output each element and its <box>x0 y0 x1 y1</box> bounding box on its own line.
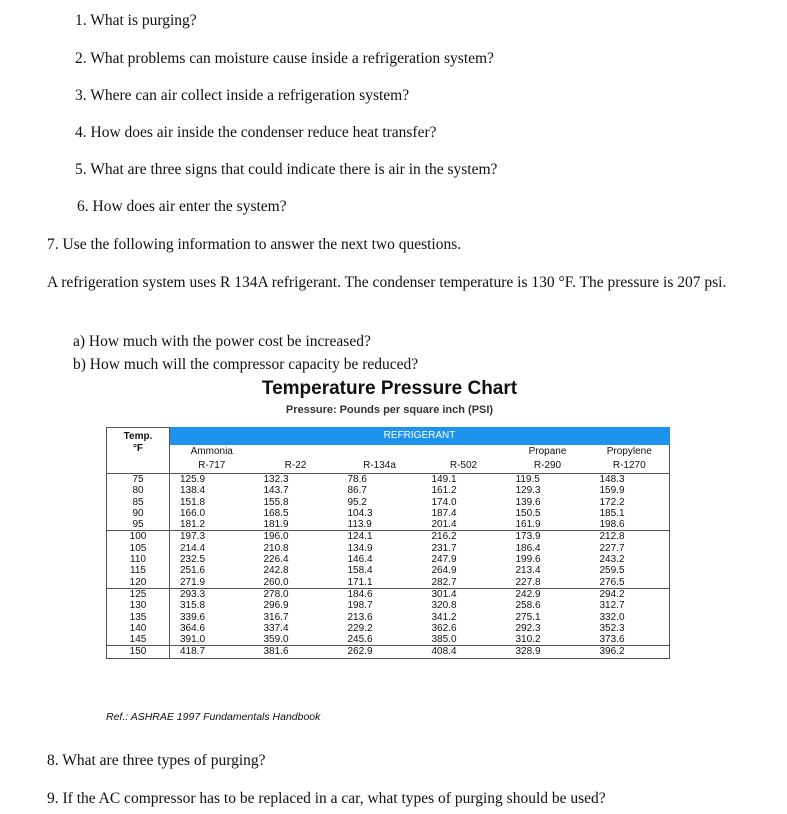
pressure-cell: 119.5 <box>506 474 590 486</box>
col-name-propylene: Propylene <box>590 445 670 460</box>
question-9: 9. If the AC compressor has to be replaced in a car, what types of purging should be used? <box>47 790 606 807</box>
pressure-cell: 166.0 <box>180 507 206 519</box>
question-1: 1. What is purging? <box>75 12 197 29</box>
pressure-cell: 328.9 <box>506 646 590 658</box>
question-2: 2. What problems can moisture cause inside a refrigeration system? <box>75 50 494 67</box>
pressure-cell: 216.2 <box>422 531 506 543</box>
pressure-cell: 320.8 <box>431 600 457 612</box>
table-row <box>107 634 670 646</box>
pressure-cell: 242.8 <box>263 565 289 577</box>
pressure-cell: 161.2 <box>431 485 457 497</box>
pressure-cell: 174.0 <box>431 496 457 508</box>
table-row <box>107 474 670 486</box>
pressure-cell: 143.7 <box>263 485 289 497</box>
pressure-cell: 231.7 <box>431 542 457 554</box>
pressure-cell: 339.6 <box>180 611 206 623</box>
table-row <box>107 577 670 589</box>
temp-cell: 100 <box>107 531 170 543</box>
pressure-cell: 243.2 <box>590 554 670 565</box>
question-3: 3. Where can air collect inside a refrigeration system? <box>75 87 410 104</box>
pressure-cell: 262.9 <box>338 646 422 658</box>
pressure-cell: 199.6 <box>515 554 541 566</box>
col-code-r22: R-22 <box>254 459 338 474</box>
pressure-cell: 396.2 <box>590 646 670 658</box>
pressure-cell: 86.7 <box>347 485 367 497</box>
pressure-cell: 171.1 <box>347 576 373 588</box>
pressure-cell: 198.7 <box>347 600 373 612</box>
pressure-cell: 129.3 <box>515 485 541 497</box>
table-row <box>107 508 670 519</box>
pressure-cell: 315.8 <box>180 600 206 612</box>
pressure-cell: 251.6 <box>180 565 206 577</box>
pressure-cell: 149.1 <box>422 474 506 486</box>
pressure-cell: 113.9 <box>347 519 372 531</box>
pressure-cell: 362.6 <box>431 622 457 634</box>
pressure-cell: 150.5 <box>515 507 541 519</box>
question-7: 7. Use the following information to answer the next two questions. <box>47 236 462 253</box>
pressure-cell: 186.4 <box>515 542 541 554</box>
pressure-cell: 242.9 <box>506 588 590 600</box>
pressure-cell: 301.4 <box>422 588 506 600</box>
pressure-cell: 95.2 <box>347 496 367 508</box>
pressure-cell: 213.6 <box>347 611 373 623</box>
temp-cell: 150 <box>107 646 170 658</box>
pressure-cell: 197.3 <box>170 531 254 543</box>
question-4: 4. How does air inside the condenser reduce heat transfer? <box>75 124 437 141</box>
pressure-cell: 78.6 <box>338 474 422 486</box>
pressure-cell: 198.6 <box>590 519 670 531</box>
pressure-cell: 229.2 <box>347 622 373 634</box>
pressure-cell: 359.0 <box>263 634 289 646</box>
col-code-r1270: R-1270 <box>590 459 670 474</box>
pressure-cell: 352.3 <box>590 623 670 634</box>
temp-column-header <box>107 428 170 474</box>
pressure-cell: 294.2 <box>590 588 670 600</box>
table-row <box>107 519 670 531</box>
pressure-cell: 260.0 <box>263 576 289 588</box>
question-7a: a) How much with the power cost be increased? <box>73 333 371 350</box>
pressure-cell: 158.4 <box>347 565 373 577</box>
pressure-cell: 364.6 <box>180 622 206 634</box>
pressure-cell: 385.0 <box>431 634 457 646</box>
pressure-cell: 212.8 <box>590 531 670 543</box>
pressure-cell: 278.0 <box>254 588 338 600</box>
pressure-cell: 181.9 <box>263 519 289 531</box>
col-code-r290: R-290 <box>506 459 590 474</box>
pressure-cell: 245.6 <box>347 634 373 646</box>
pressure-cell: 155.8 <box>263 496 289 508</box>
pressure-cell: 132.3 <box>254 474 338 486</box>
chart-subtitle: Pressure: Pounds per square inch (PSI) <box>285 404 494 416</box>
pressure-cell: 210.8 <box>263 542 289 554</box>
col-name-r22 <box>254 445 338 460</box>
table-row <box>107 646 670 658</box>
table-row <box>107 554 670 565</box>
pressure-cell: 148.3 <box>590 474 670 486</box>
pressure-cell: 275.1 <box>515 611 541 623</box>
table-row <box>107 623 670 634</box>
pressure-cell: 161.9 <box>515 519 541 531</box>
pressure-cell: 332.0 <box>590 612 670 623</box>
pressure-cell: 391.0 <box>180 634 206 646</box>
pressure-cell: 296.9 <box>263 600 289 612</box>
chart-title: Temperature Pressure Chart <box>261 378 518 399</box>
pressure-cell: 373.6 <box>590 634 670 646</box>
pressure-cell: 125.9 <box>170 474 254 486</box>
pressure-cell: 226.4 <box>263 554 289 566</box>
pressure-cell: 259.5 <box>590 565 670 576</box>
pressure-cell: 134.9 <box>347 542 373 554</box>
temp-cell: 85 <box>107 497 170 508</box>
col-code-r134a: R-134a <box>338 459 422 474</box>
table-row <box>107 497 670 508</box>
col-code-r502: R-502 <box>422 459 506 474</box>
pressure-cell: 168.5 <box>263 507 289 519</box>
question-7-scenario: A refrigeration system uses R 134A refrigerant. The condenser temperature is 130 °F. The pressure is 207 psi. <box>47 274 727 291</box>
pressure-cell: 232.5 <box>180 554 206 566</box>
pressure-cell: 293.3 <box>170 588 254 600</box>
pressure-cell: 310.2 <box>515 634 541 646</box>
pressure-cell: 247.9 <box>431 554 457 566</box>
pressure-cell: 292.3 <box>515 622 541 634</box>
table-row <box>107 588 670 600</box>
pressure-cell: 341.2 <box>431 611 457 623</box>
question-6: 6. How does air enter the system? <box>77 198 287 215</box>
temp-header-label: Temp. <box>123 431 153 442</box>
temp-cell: 115 <box>107 565 170 576</box>
temp-header-unit: °F <box>132 443 144 454</box>
pressure-cell: 276.5 <box>590 577 670 589</box>
table-row <box>107 612 670 623</box>
pressure-cell: 227.8 <box>515 576 541 588</box>
col-name-ammonia: Ammonia <box>170 445 254 460</box>
pressure-cell: 227.7 <box>590 543 670 554</box>
pressure-cell: 159.9 <box>590 485 670 496</box>
table-row <box>107 485 670 496</box>
col-name-propane: Propane <box>506 445 590 460</box>
pressure-cell: 214.4 <box>180 542 206 554</box>
temp-cell: 135 <box>107 612 170 623</box>
pressure-cell: 282.7 <box>431 576 457 588</box>
temp-cell: 80 <box>107 485 170 496</box>
pressure-cell: 138.4 <box>180 485 206 497</box>
question-5: 5. What are three signs that could indicate there is air in the system? <box>75 161 498 178</box>
table-row <box>107 565 670 576</box>
pressure-cell: 271.9 <box>180 576 206 588</box>
temp-cell: 130 <box>107 600 170 611</box>
table-row <box>107 600 670 611</box>
refrigerant-band: REFRIGERANT <box>170 428 670 445</box>
temp-cell: 95 <box>107 519 170 531</box>
col-name-r134a <box>338 445 422 460</box>
table-row <box>107 543 670 554</box>
pressure-cell: 418.7 <box>170 646 254 658</box>
pressure-cell: 316.7 <box>263 611 289 623</box>
col-code-r717: R-717 <box>170 459 254 474</box>
pressure-cell: 264.9 <box>431 565 457 577</box>
temp-cell: 145 <box>107 634 170 646</box>
pressure-cell: 104.3 <box>347 507 373 519</box>
temp-cell: 110 <box>107 554 170 565</box>
pressure-cell: 173.9 <box>506 531 590 543</box>
col-name-r502 <box>422 445 506 460</box>
temperature-pressure-table <box>106 427 670 659</box>
pressure-cell: 151.8 <box>180 496 206 508</box>
temp-cell: 90 <box>107 508 170 519</box>
pressure-cell: 312.7 <box>590 600 670 611</box>
pressure-cell: 139.6 <box>515 496 541 508</box>
pressure-cell: 185.1 <box>590 508 670 519</box>
temp-cell: 75 <box>107 474 170 486</box>
pressure-cell: 213.4 <box>515 565 541 577</box>
temp-cell: 105 <box>107 543 170 554</box>
question-8: 8. What are three types of purging? <box>47 752 266 769</box>
pressure-cell: 258.6 <box>515 600 541 612</box>
pressure-cell: 187.4 <box>431 507 457 519</box>
question-7b: b) How much will the compressor capacity be reduced? <box>73 356 419 373</box>
pressure-cell: 184.6 <box>338 588 422 600</box>
pressure-cell: 181.2 <box>180 519 206 531</box>
pressure-cell: 408.4 <box>422 646 506 658</box>
chart-reference: Ref.: ASHRAE 1997 Fundamentals Handbook <box>106 711 321 723</box>
table-row <box>107 531 670 543</box>
temp-cell: 125 <box>107 588 170 600</box>
pressure-cell: 201.4 <box>431 519 457 531</box>
pressure-cell: 146.4 <box>347 554 373 566</box>
temp-cell: 120 <box>107 577 170 589</box>
temp-cell: 140 <box>107 623 170 634</box>
pressure-cell: 337.4 <box>263 622 289 634</box>
pressure-cell: 124.1 <box>338 531 422 543</box>
table-body <box>107 474 670 659</box>
pressure-cell: 196.0 <box>254 531 338 543</box>
pressure-cell: 381.6 <box>254 646 338 658</box>
pressure-cell: 172.2 <box>590 497 670 508</box>
